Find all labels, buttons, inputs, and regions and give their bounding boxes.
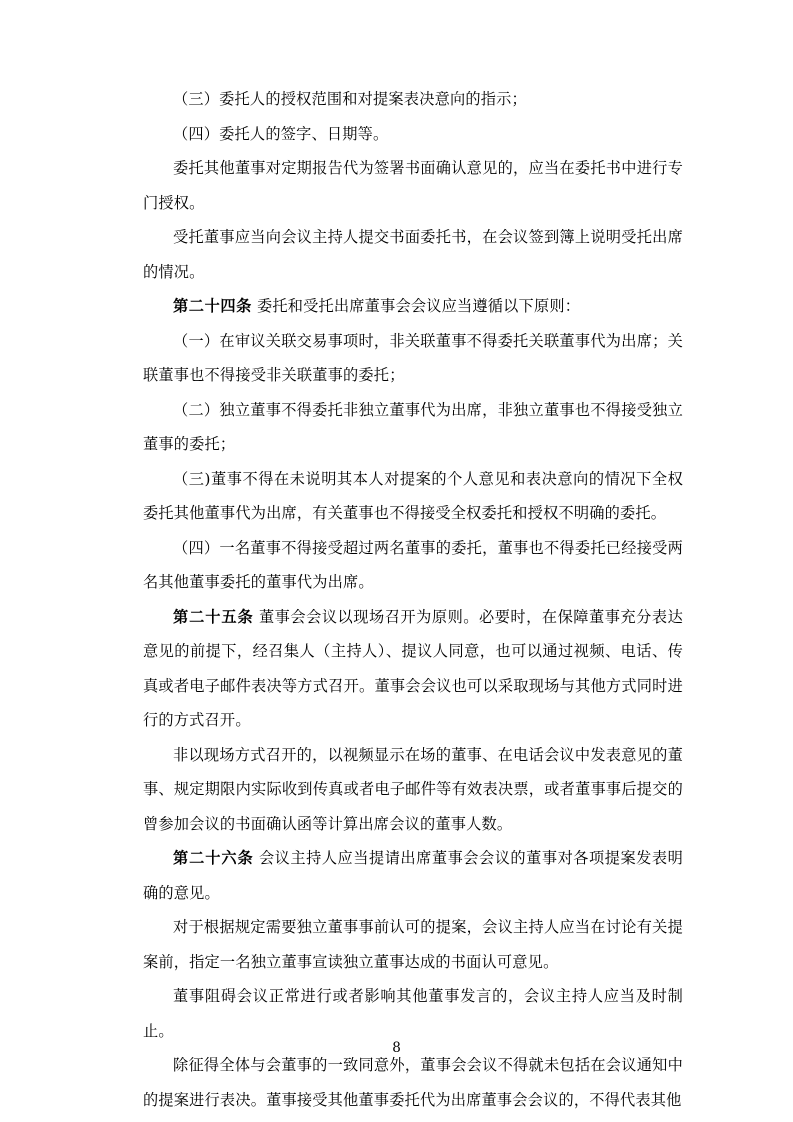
paragraph — [143, 1048, 683, 1117]
paragraph — [143, 324, 683, 393]
paragraph-text: 对于根据规定需要独立董事事前认可的提案，会议主持人应当在讨论有关提案前，指定一名独立董事宣读独立董事达成的书面认可意见。 — [143, 918, 683, 971]
paragraph-text: 会议主持人应当提请出席董事会会议的董事对各项提案发表明确的意见。 — [143, 849, 683, 902]
paragraph — [143, 151, 683, 220]
paragraph — [143, 82, 683, 117]
document-body — [143, 82, 683, 1117]
paragraph-text: 受托董事应当向会议主持人提交书面委托书，在会议签到簿上说明受托出席的情况。 — [143, 228, 683, 281]
paragraph — [143, 393, 683, 462]
paragraph — [143, 531, 683, 600]
article-label: 第二十六条 — [173, 849, 254, 867]
paragraph — [143, 910, 683, 979]
article-paragraph — [143, 600, 683, 738]
paragraph — [143, 979, 683, 1048]
article-label: 第二十四条 — [173, 297, 252, 315]
page-number: 8 — [392, 1040, 401, 1056]
paragraph-text: （二）独立董事不得委托非独立董事代为出席，非独立董事也不得接受独立董事的委托； — [143, 400, 683, 453]
paragraph-text: （四）委托人的签字、日期等。 — [173, 124, 389, 143]
paragraph-text: 除征得全体与会董事的一致同意外，董事会会议不得就未包括在会议通知中的提案进行表决。董事接受其他董事委托代为出席董事会会议的，不得代表其他 — [143, 1056, 683, 1109]
paragraph-text: （四）一名董事不得接受超过两名董事的委托，董事也不得委托已经接受两名其他董事委托的董事代为出席。 — [143, 538, 683, 591]
paragraph-text: （三）委托人的授权范围和对提案表决意向的指示； — [173, 90, 527, 108]
paragraph-text: 董事阻碍会议正常进行或者影响其他董事发言的，会议主持人应当及时制止。 — [143, 987, 683, 1040]
paragraph — [143, 220, 683, 289]
paragraph-text: 委托和受托出席董事会会议应当遵循以下原则： — [256, 297, 581, 315]
paragraph — [143, 738, 683, 842]
paragraph-text: 董事会会议以现场召开为原则。必要时，在保障董事充分表达意见的前提下，经召集人（主持人）、提议人同意，也可以通过视频、电话、传真或者电子邮件表决等方式召开。董事会会议也可以采取现场与其他方式同时进行的方式召开。 — [143, 607, 683, 729]
paragraph-text: （一）在审议关联交易事项时，非关联董事不得委托关联董事代为出席；关联董事也不得接受非关联董事的委托； — [143, 331, 683, 384]
article-paragraph — [143, 289, 683, 324]
paragraph-text: （三)董事不得在未说明其本人对提案的个人意见和表决意向的情况下全权委托其他董事代为出席，有关董事也不得接受全权委托和授权不明确的委托。 — [143, 469, 683, 522]
paragraph — [143, 462, 683, 531]
paragraph-text: 委托其他董事对定期报告代为签署书面确认意见的，应当在委托书中进行专门授权。 — [143, 159, 683, 212]
paragraph-text: 非以现场方式召开的，以视频显示在场的董事、在电话会议中发表意见的董事、规定期限内实际收到传真或者电子邮件等有效表决票，或者董事事后提交的曾参加会议的书面确认函等计算出席会议的董事人数。 — [143, 745, 683, 833]
article-label: 第二十五条 — [173, 607, 254, 626]
article-paragraph — [143, 841, 683, 910]
paragraph — [143, 117, 683, 152]
